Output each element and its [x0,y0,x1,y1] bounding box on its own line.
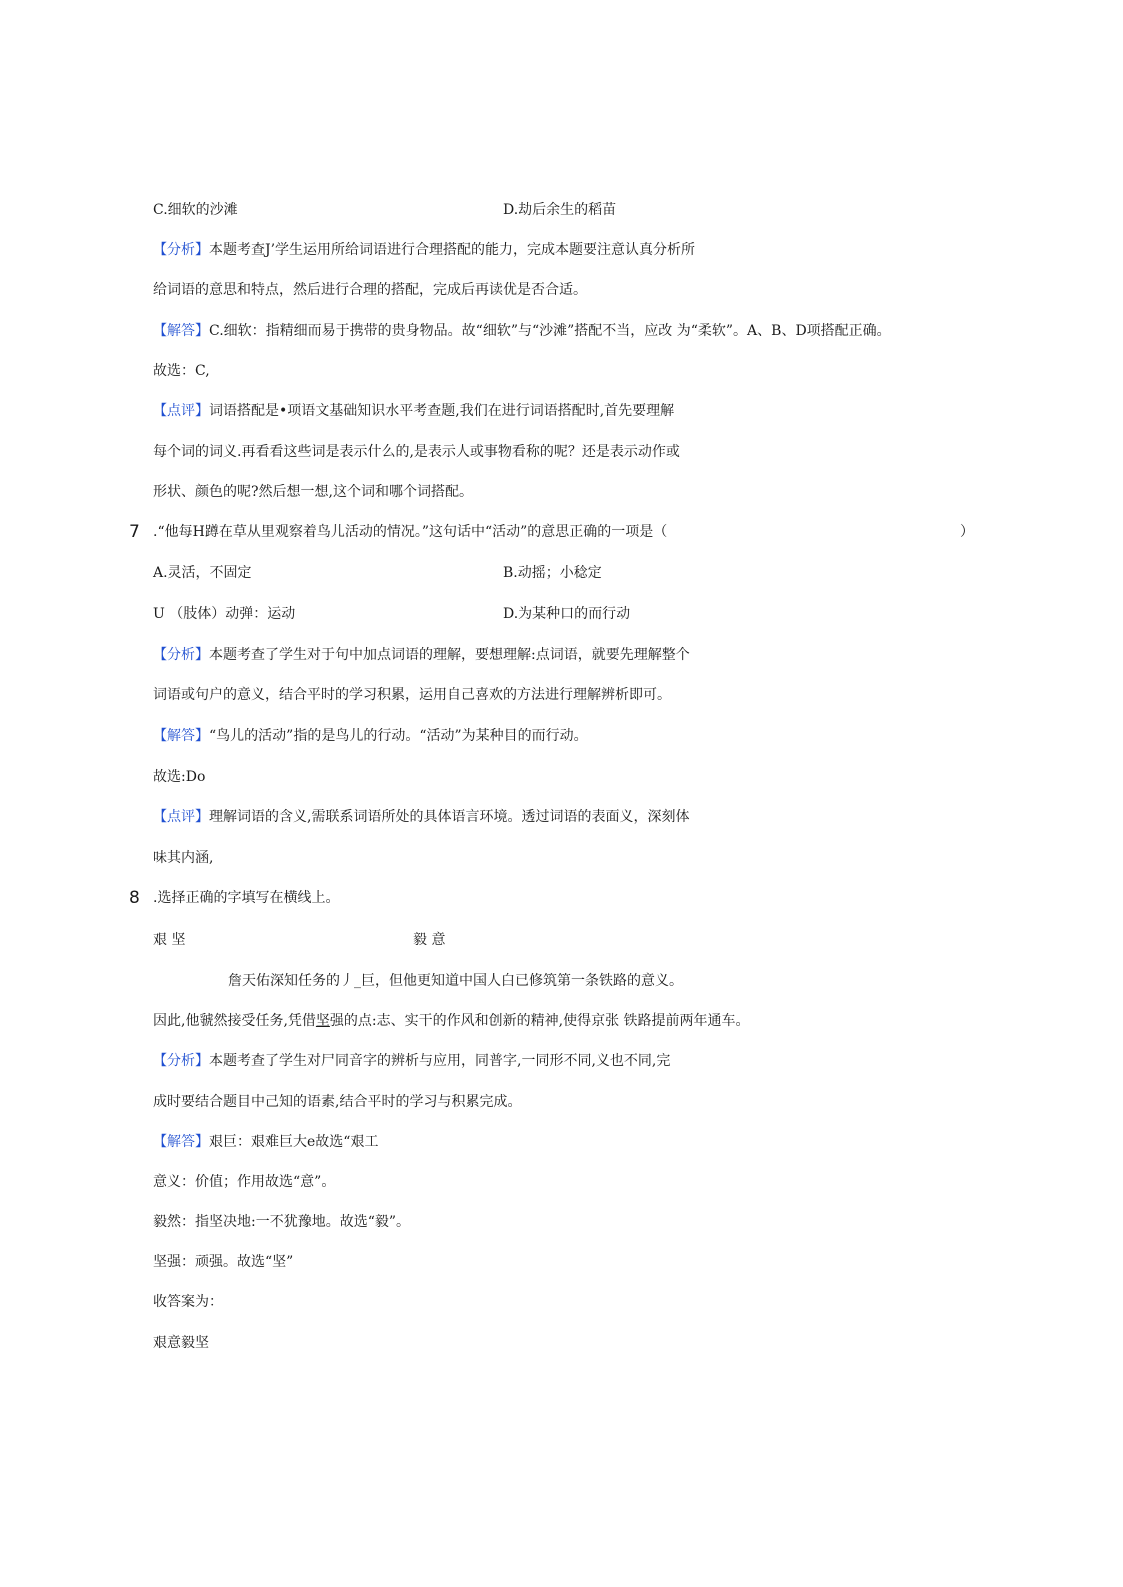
comment-tag: 【点评】 [153,809,209,825]
q7-close-paren: ） [960,524,974,540]
q8-analysis-text-1: 本题考查了学生对尸同音字的辨析与应用，同普字,一同形不同,义也不同,完 [209,1053,671,1069]
q7-analysis-line-2: 词语或句户的意义，结合平时的学习积累，运用自己喜欢的方法进行理解辨析即可。 [153,687,671,703]
q8-answer-line-5: 收答案为： [153,1294,223,1310]
q7-option-d: D.为某种口的而行动 [503,606,631,622]
q6-analysis-text-1: 本题考查J’学生运用所给词语进行合理搭配的能力，完成本题要注意认真分析所 [209,242,696,258]
q8-answer-line-4: 坚强：顽强。故选“坚” [153,1254,294,1270]
q7-comment-line-1 [153,807,689,827]
q6-comment-line-2: 每个词的词义.再看看这些词是表示什么的,是表示人或事物看称的呢？还是表示动作或 [153,444,680,460]
q7-analysis-text-1: 本题考查了学生对于句中加点词语的理解，要想理解:点词语，就要先理解整个 [209,647,690,663]
q8-passage-underlined: 坚 [315,1013,330,1029]
q7-choice: 故选:Do [153,769,206,785]
q8-passage-text-2c: 强的点:志、实干的作风和创新的精神,使得京张 铁路提前两年通车。 [329,1013,750,1029]
q8-passage-line-2 [153,1011,750,1031]
q6-option-c: C.细软的沙滩 [153,202,238,218]
answer-tag: 【解答】 [153,323,209,339]
q6-analysis-line-1 [153,240,695,260]
q7-stem: .“他每H蹲在草从里观察着鸟儿活动的情况。”这句话中“活动”的意思正确的一项是（ [153,524,668,540]
q8-pair-2: 毅 意 [413,932,446,948]
q6-comment-line-1 [153,401,674,421]
q8-passage-line-1: 詹天佑深知任务的丿_巨，但他更知道中国人白已修筑第一条铁路的意义。 [228,973,683,989]
analysis-tag: 【分析】 [153,242,209,258]
q7-comment-text-1: 理解词语的含义,需联系词语所处的具体语言环境。透过词语的表面义，深刻体 [209,809,690,825]
q7-option-c: U （肢体）动弹：运动 [153,606,296,622]
q6-analysis-line-2: 给词语的意思和特点，然后进行合理的搭配，完成后再读优是否合适。 [153,282,587,298]
q8-answer-line-3: 毅然：指坚决地:一不犹豫地。故选“毅”。 [153,1214,411,1230]
q7-comment-line-2: 味其内涵, [153,850,214,866]
q7-analysis-line-1 [153,645,690,665]
q8-passage-text-2a: 因此,他虢然接受任务,凭借 [153,1013,316,1029]
q7-answer-text-1: “鸟儿的活动”指的是鸟儿的行动。“活动”为某种目的而行动。 [209,728,588,744]
q6-comment-line-3: 形状、颜色的呢?然后想一想,这个词和哪个词搭配。 [153,484,473,500]
q7-answer-line-1 [153,726,588,746]
q6-comment-text-1: 词语搭配是•项语文基础知识水平考查题,我们在进行词语搭配时,首先要理解 [209,403,675,419]
q8-analysis-line-2: 成时要结合题目中己知的语素,结合平时的学习与积累完成。 [153,1094,522,1110]
answer-tag: 【解答】 [153,728,209,744]
q8-analysis-line-1 [153,1051,670,1071]
q7-option-b: B.动摇；小稔定 [503,565,602,581]
analysis-tag: 【分析】 [153,1053,209,1069]
q6-answer-text-1: C.细软：指精细而易于携带的贵身物品。故“细软”与“沙滩”搭配不当，应改 为“柔软”。A、B、D项搭配正确。 [209,323,891,339]
q7-number: 7 [129,522,140,542]
q7-option-a: A.灵活，不固定 [153,565,252,581]
q8-number: 8 [129,888,140,908]
analysis-tag: 【分析】 [153,647,209,663]
comment-tag: 【点评】 [153,403,209,419]
answer-tag: 【解答】 [153,1134,209,1150]
q6-option-d: D.劫后余生的稻苗 [503,202,617,218]
q8-answer-line-6: 艰意毅坚 [153,1335,209,1351]
q8-answer-line-2: 意义：价值；作用故选“意”。 [153,1174,336,1190]
q6-choice: 故选：C, [153,363,210,379]
q8-answer-line-1 [153,1132,378,1152]
q8-answer-text-1: 艰巨：艰难巨大e故选“艰工 [209,1134,379,1150]
q8-pair-1: 艰 坚 [153,932,186,948]
q8-stem: .选择正确的字填写在横线上。 [153,890,340,906]
q6-answer-line-1 [153,321,891,341]
